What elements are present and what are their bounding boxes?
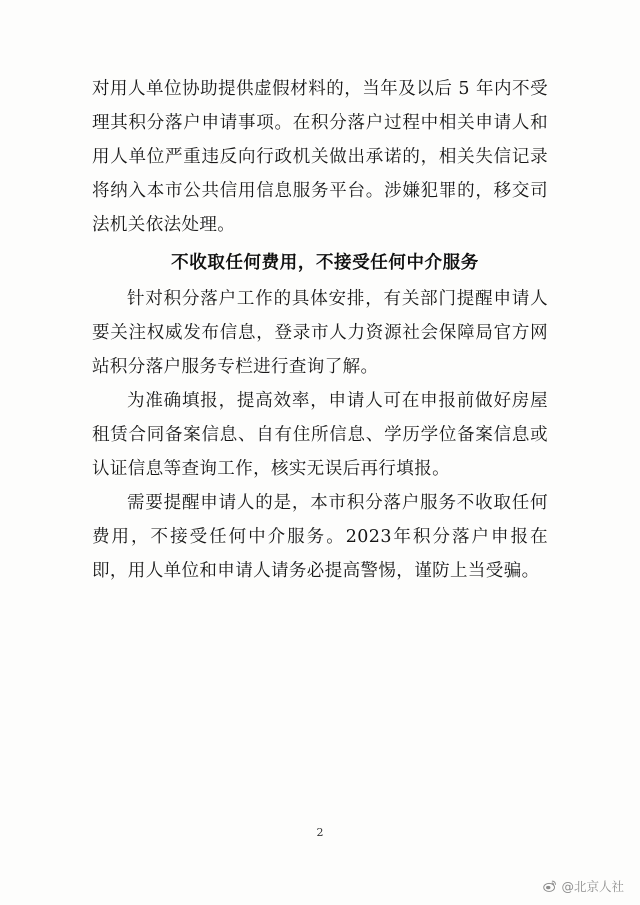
paragraph-4: 需要提醒申请人的是，本市积分落户服务不收取任何费用，不接受任何中介服务。2023年积分落户申报在即，用人单位和申请人请务必提高警惕，谨防上当受骗。 [92, 493, 548, 581]
section-heading: 不收取任何费用，不接受任何中介服务 [171, 253, 479, 273]
watermark [543, 877, 624, 895]
weibo-icon [543, 879, 557, 893]
paragraph-3: 为准确填报，提高效率，申请人可在申报前做好房屋租赁合同备案信息、自有住所信息、学历学位备案信息或认证信息等查询工作，核实无误后再行填报。 [92, 391, 548, 479]
paragraph-1: 对用人单位协助提供虚假材料的，当年及以后 5 年内不受理其积分落户申请事项。在积分落户过程中相关申请人和用人单位严重违反向行政机关做出承诺的，相关失信记录将纳入本市公共信用信息服务平台。涉嫌犯罪的，移交司法机关依法处理。 [92, 79, 548, 235]
document-text-body [92, 72, 548, 588]
watermark-label: @北京人社 [561, 879, 624, 894]
paragraph-2: 针对积分落户工作的具体安排，有关部门提醒申请人要关注权威发布信息，登录市人力资源社会保障局官方网站积分落户服务专栏进行查询了解。 [92, 289, 548, 377]
page-number: 2 [316, 826, 324, 839]
